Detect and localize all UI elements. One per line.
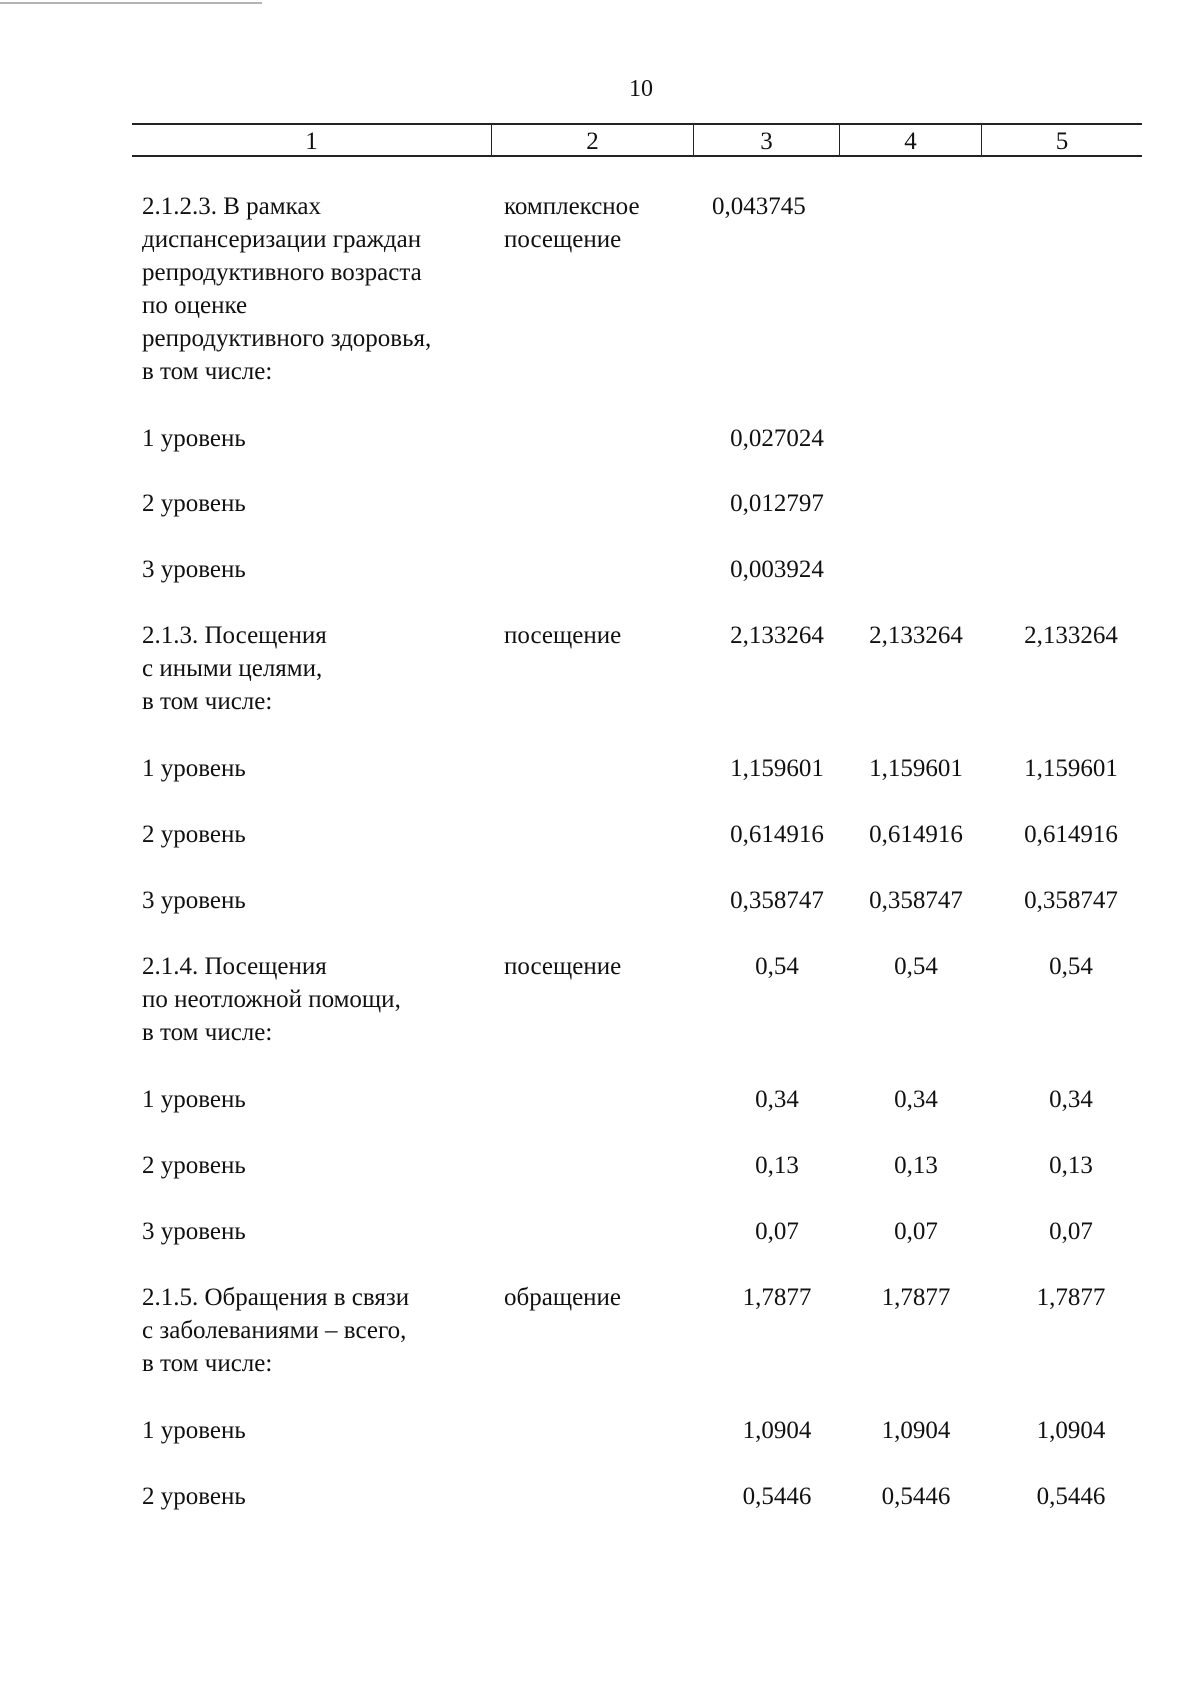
unit-line: посещение	[504, 953, 622, 980]
value-col-4: 1,7877	[881, 1284, 951, 1311]
column-header-4: 4	[840, 125, 982, 155]
page-number: 10	[629, 76, 653, 102]
indicator-name-line: 2 уровень	[142, 490, 246, 517]
value-col-4: 0,34	[894, 1086, 938, 1113]
value-col-5: 0,34	[1049, 1086, 1093, 1113]
scan-edge-line	[0, 2, 262, 4]
value-col-3: 1,7877	[742, 1284, 812, 1311]
indicator-name	[142, 619, 490, 718]
column-header-5: 5	[1055, 127, 1069, 155]
indicator-name-line: 2.1.4. Посещения	[142, 953, 327, 980]
indicator-name	[142, 1281, 490, 1380]
indicator-name	[142, 1480, 490, 1513]
indicator-name-line: по неотложной помощи,	[142, 986, 401, 1013]
value-col-3: 1,159601	[730, 755, 824, 782]
value-col-5: 1,159601	[1024, 755, 1118, 782]
value-col-3: 0,003924	[730, 556, 824, 583]
unit-line: обращение	[504, 1284, 622, 1311]
unit-of-measure	[504, 190, 694, 256]
indicator-name-line: с заболеваниями – всего,	[142, 1317, 407, 1344]
indicator-name-line: по оценке	[142, 292, 248, 319]
indicator-name-line: 1 уровень	[142, 1417, 246, 1444]
indicator-name-line: в том числе:	[142, 358, 273, 385]
unit-of-measure	[504, 619, 694, 652]
value-col-3: 1,0904	[742, 1417, 812, 1444]
value-col-4: 0,54	[894, 953, 938, 980]
column-header-3: 3	[694, 125, 840, 155]
value-col-3: 0,358747	[730, 887, 824, 914]
value-col-4: 0,358747	[869, 887, 963, 914]
column-header-1: 1	[132, 125, 492, 155]
value-col-5: 0,358747	[1024, 887, 1118, 914]
value-col-3: 2,133264	[730, 622, 824, 649]
value-col-4: 0,5446	[881, 1483, 951, 1510]
indicator-name-line: 2 уровень	[142, 1152, 246, 1179]
indicator-name	[142, 818, 490, 851]
value-col-3: 0,07	[755, 1218, 799, 1245]
indicator-name-line: 2.1.5. Обращения в связи	[142, 1284, 410, 1311]
indicator-name-line: 2 уровень	[142, 1483, 246, 1510]
value-col-5: 0,13	[1049, 1152, 1093, 1179]
indicator-name-line: диспансеризации граждан	[142, 226, 422, 253]
value-col-5: 0,07	[1049, 1218, 1093, 1245]
value-col-4: 0,614916	[869, 821, 963, 848]
column-header-2: 2	[492, 125, 694, 155]
value-col-3: 0,13	[755, 1152, 799, 1179]
indicator-name-line: в том числе:	[142, 1350, 273, 1377]
indicator-name-line: 2 уровень	[142, 821, 246, 848]
value-col-3: 0,027024	[730, 425, 824, 452]
value-col-4: 1,0904	[881, 1417, 951, 1444]
value-col-3: 0,012797	[730, 490, 824, 517]
indicator-name-line: в том числе:	[142, 1019, 273, 1046]
unit-line: комплексное	[504, 193, 640, 220]
value-col-4: 2,133264	[869, 622, 963, 649]
indicator-name	[142, 1149, 490, 1182]
indicator-name	[142, 1414, 490, 1447]
value-col-5: 2,133264	[1024, 622, 1118, 649]
indicator-name-line: в том числе:	[142, 688, 273, 715]
unit-line: посещение	[504, 226, 622, 253]
value-col-3: 0,614916	[730, 821, 824, 848]
unit-of-measure	[504, 950, 694, 983]
value-col-5: 1,7877	[1036, 1284, 1106, 1311]
indicator-name	[142, 884, 490, 917]
value-col-3: 0,5446	[742, 1483, 812, 1510]
indicator-name	[142, 190, 490, 388]
unit-of-measure	[504, 1281, 694, 1314]
indicator-name-line: с иными целями,	[142, 655, 323, 682]
indicator-name-line: 1 уровень	[142, 425, 246, 452]
value-col-3: 0,34	[755, 1086, 799, 1113]
indicator-name	[142, 950, 490, 1049]
value-col-3: 0,043745	[712, 193, 806, 220]
indicator-name	[142, 487, 490, 520]
value-col-4: 1,159601	[869, 755, 963, 782]
indicator-name-line: репродуктивного возраста	[142, 259, 422, 286]
value-col-5: 0,54	[1049, 953, 1093, 980]
indicator-name-line: репродуктивного здоровья,	[142, 325, 432, 352]
value-col-4: 0,07	[894, 1218, 938, 1245]
indicator-name	[142, 752, 490, 785]
indicator-name-line: 2.1.2.3. В рамках	[142, 193, 321, 220]
indicator-name-line: 1 уровень	[142, 1086, 246, 1113]
indicator-name	[142, 1083, 490, 1116]
indicator-name-line: 3 уровень	[142, 556, 246, 583]
table-header	[132, 123, 1142, 157]
value-col-5: 1,0904	[1036, 1417, 1106, 1444]
indicator-name	[142, 553, 490, 586]
indicator-name-line: 3 уровень	[142, 887, 246, 914]
indicator-name-line: 2.1.3. Посещения	[142, 622, 327, 649]
indicator-name	[142, 422, 490, 455]
value-col-3: 0,54	[755, 953, 799, 980]
indicator-name-line: 3 уровень	[142, 1218, 246, 1245]
indicator-name-line: 1 уровень	[142, 755, 246, 782]
indicator-name	[142, 1215, 490, 1248]
unit-line: посещение	[504, 622, 622, 649]
value-col-4: 0,13	[894, 1152, 938, 1179]
value-col-5: 0,5446	[1036, 1483, 1106, 1510]
value-col-5: 0,614916	[1024, 821, 1118, 848]
